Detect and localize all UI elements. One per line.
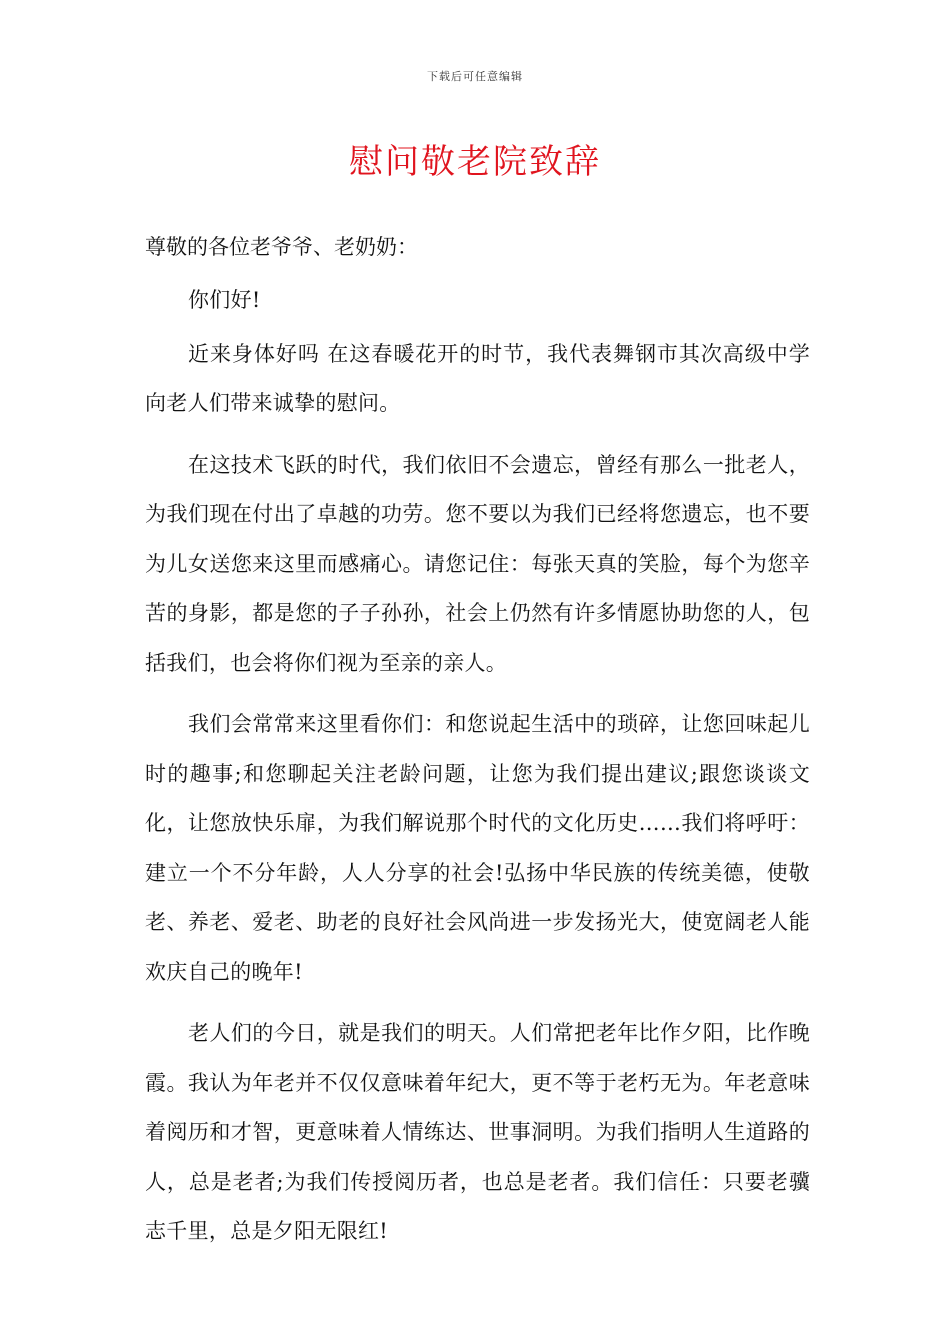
paragraph-1: 近来身体好吗 在这春暖花开的时节，我代表舞钢市其次高级中学向老人们带来诚挚的慰问。 (145, 341, 810, 415)
paragraph-4: 老人们的今日，就是我们的明天。人们常把老年比作夕阳，比作晚霞。我认为年老并不仅仅意味着年纪大，更不等于老朽无为。年老意味着阅历和才智，更意味着人情练达、世事洞明。为我们指明人生道路的人，总是老者;为我们传授阅历者，也总是老者。我们信任：只要老骥志千里，总是夕阳无限红! (145, 1021, 810, 1243)
paragraph-3: 我们会常常来这里看你们：和您说起生活中的琐碎，让您回味起儿时的趣事;和您聊起关注老龄问题，让您为我们提出建议;跟您谈谈文化，让您放快乐扉，为我们解说那个时代的文化历史……我们将呼吁：建立一个不分年龄，人人分享的社会!弘扬中华民族的传统美德，使敬老、养老、爱老、助老的良好社会风尚进一步发扬光大，使宽阔老人能欢庆自己的晚年! (145, 712, 810, 984)
paragraph-2: 在这技术飞跃的时代，我们依旧不会遗忘，曾经有那么一批老人，为我们现在付出了卓越的功劳。您不要以为我们已经将您遗忘，也不要为儿女送您来这里而感痛心。请您记住：每张天真的笑脸，每个为您辛苦的身影，都是您的子子孙孙，社会上仍然有许多情愿协助您的人，包括我们，也会将你们视为至亲的亲人。 (145, 452, 810, 675)
paragraph-greeting: 你们好! (188, 288, 261, 312)
document-body (145, 228, 810, 1269)
header-note: 下载后可任意编辑 (427, 70, 523, 83)
document-title: 慰问敬老院致辞 (349, 142, 601, 182)
salutation: 尊敬的各位老爷爷、老奶奶： (145, 235, 418, 259)
